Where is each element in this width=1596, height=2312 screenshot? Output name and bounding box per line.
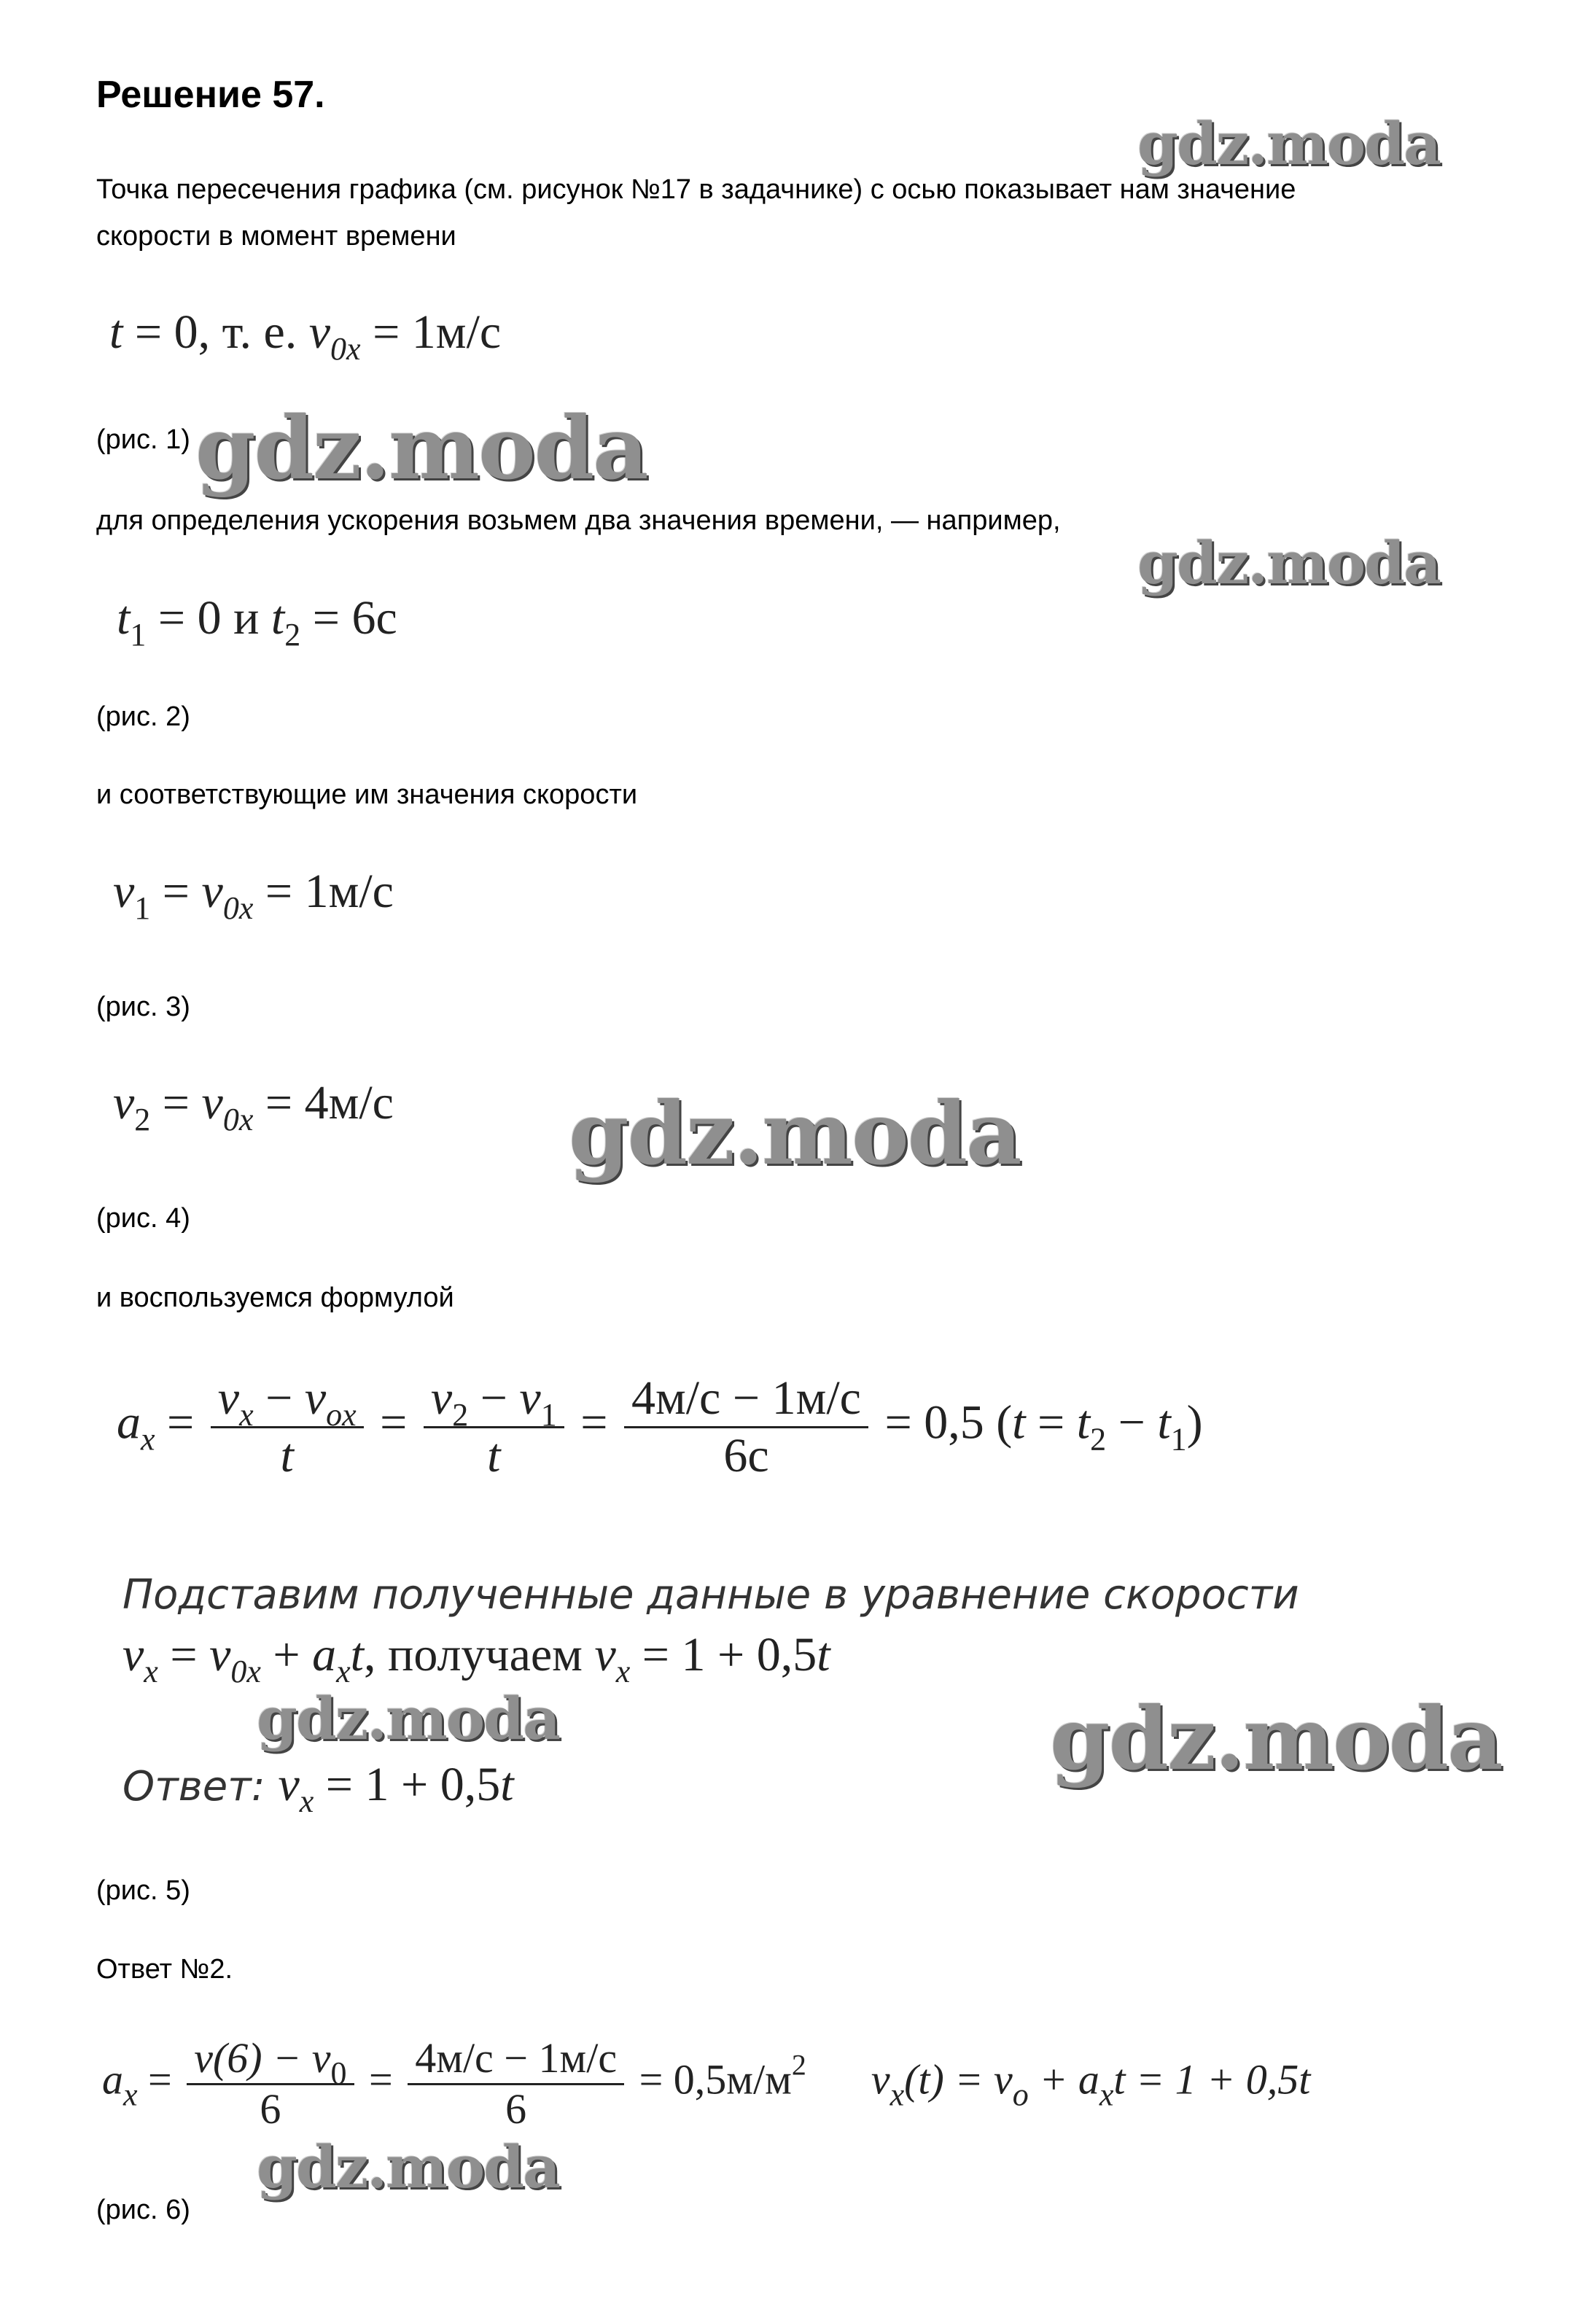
eq1-t: t [109,305,123,359]
answer-2-heading: Ответ №2. [96,1954,233,1985]
eq4-sub1: 2 [134,1102,151,1137]
answer-v: v [278,1758,300,1811]
block-v0: v [209,1628,231,1681]
eq5-eq3: = [580,1396,608,1449]
eq5-f2-sb: 1 [540,1397,557,1433]
text-use-formula: и воспользуемся формулой [96,1283,454,1313]
eq5-a-sub: x [141,1421,155,1457]
eq4-v0: v [201,1076,223,1129]
eq5-f2-minus: − [468,1371,520,1425]
eq6-f1-num: v(6) − v [194,2034,331,2082]
eq6-mid: = 0,5м/м [639,2055,792,2103]
eq6-a: a [102,2055,123,2103]
caption-2: (рис. 2) [96,701,190,732]
caption-3: (рис. 3) [96,992,190,1022]
eq6-a-sub2: x [1099,2076,1114,2113]
eq1-rhs: = 1м/с [373,305,502,359]
watermark-logo: gdz.moda [1137,109,1440,178]
block-v2: v [594,1628,616,1681]
eq6-f2-num: 4м/с − 1м/с [408,2034,624,2085]
block-t2: t [817,1628,830,1681]
eq6-f2-den: 6 [505,2085,527,2133]
block-rhs: = 1 + 0,5 [630,1628,817,1681]
eq1-sub: 0x [330,331,361,367]
eq5-f2-va: v [430,1371,453,1425]
text-time-values: для определения ускорения возьмем два значения времени, — например, [96,505,1061,536]
eq2-t1: t [117,591,131,645]
eq5-f2-sa: 2 [452,1397,469,1433]
eq5-fraction-3 [624,1371,868,1484]
eq5-fraction-1 [211,1371,364,1484]
eq5-tail-end: ) [1186,1396,1203,1449]
eq4-rhs: = 4м/с [265,1076,394,1129]
block-eq: = [157,1628,210,1681]
eq6-vt: (t) = v [904,2055,1013,2103]
block-v0-sub: 0x [230,1654,261,1689]
eq5-f3-num: 4м/с − 1м/с [624,1371,868,1428]
eq3-v0: v [201,865,223,918]
eq6-fraction-1 [187,2034,354,2133]
eq5-f2-vb: v [519,1371,541,1425]
answer-v-sub: x [299,1783,314,1819]
eq5-tail-minus: − [1106,1396,1158,1449]
eq2-mid: = 0 и [157,591,260,645]
eq1-eq: = 0, т. е. [134,305,297,359]
eq5-f3-den: 6с [723,1428,769,1482]
eq3-sub1: 1 [134,890,151,926]
caption-5: (рис. 5) [96,1875,190,1906]
block-a: a [312,1628,337,1681]
eq5-tail-t: t [1012,1396,1026,1449]
eq5-tail: = 0,5 ( [884,1396,1013,1449]
watermark-logo: gdz.moda [569,1083,1021,1184]
eq6-plus: + a [1028,2055,1099,2103]
eq5-tail-t1: t [1157,1396,1171,1449]
eq5-tail-s1: 1 [1170,1421,1187,1457]
eq5-f1-sa: x [239,1397,254,1433]
block-a-sub: x [336,1654,351,1689]
eq5-fraction-2 [424,1371,564,1484]
eq5-tail-s2: 2 [1090,1421,1107,1457]
eq4-v2: v [113,1076,135,1129]
eq6-v: v [871,2055,890,2103]
eq5-f1-sb: ox [326,1397,357,1433]
intro-line-2: скорости в момент времени [96,221,456,252]
equation-4 [113,1075,394,1137]
eq6-fraction-2 [408,2034,624,2133]
watermark-logo: gdz.moda [1050,1688,1502,1789]
block-line-1: Подставим полученные данные в уравнение скорости [122,1571,1299,1619]
text-speed-values: и соответствующие им значения скорости [96,779,638,810]
eq2-sub2: 2 [284,617,301,653]
answer-rhs: = 1 + 0,5 [314,1758,501,1811]
intro-line-1: Точка пересечения графика (см. рисунок №17 в задачнике) с осью показывает нам значение [96,174,1296,205]
block-answer [122,1757,514,1819]
eq5-f2-den: t [487,1428,501,1482]
equation-5 [117,1371,1203,1484]
watermark-logo: gdz.moda [1137,529,1440,597]
eq5-f1-den: t [280,1428,294,1482]
eq5-f1-va: v [217,1371,240,1425]
eq2-rhs: = 6с [312,591,397,645]
eq6-f1-sub: 0 [330,2055,347,2091]
equation-2 [117,591,397,653]
block-line-2 [122,1627,830,1689]
eq6-vo: o [1012,2076,1029,2113]
equation-6 [102,2034,1310,2133]
eq6-sup: 2 [791,2048,806,2082]
eq6-tail: t = 1 + 0,5t [1113,2055,1311,2103]
block-v2-sub: x [615,1654,631,1689]
eq5-a: a [117,1396,141,1449]
eq6-v-sub: x [890,2076,905,2113]
caption-1: (рис. 1) [96,424,190,455]
eq3-v1: v [113,865,135,918]
caption-6: (рис. 6) [96,2195,190,2225]
eq6-eq1: = [137,2055,183,2103]
answer-t: t [500,1758,514,1811]
eq6-a-sub: x [123,2076,138,2113]
equation-3 [113,864,394,926]
eq3-rhs: = 1м/с [265,865,394,918]
eq3-sub2: 0x [222,890,254,926]
eq1-v: v [308,305,331,359]
eq6-f1-den: 6 [260,2085,281,2133]
watermark-logo: gdz.moda [257,2133,559,2201]
eq4-eq: = [162,1076,190,1129]
watermark-logo: gdz.moda [257,1684,559,1753]
eq5-f1-minus: − [253,1371,305,1425]
eq6-eq2: = [369,2055,404,2103]
eq5-tail-eq: = [1025,1396,1077,1449]
block-t: t [350,1628,364,1681]
answer-label: Ответ: [122,1763,279,1810]
block-text: , получаем [364,1628,595,1681]
eq2-sub1: 1 [130,617,147,653]
eq2-t2: t [270,591,285,645]
eq5-f1-vb: v [304,1371,327,1425]
page-title: Решение 57. [96,74,325,116]
eq5-eq2: = [380,1396,408,1449]
equation-1 [109,305,502,367]
eq3-eq: = [162,865,190,918]
eq5-tail-t2: t [1076,1396,1091,1449]
watermark-logo: gdz.moda [195,397,647,499]
eq5-eq1: = [167,1396,195,1449]
caption-4: (рис. 4) [96,1203,190,1234]
intro-paragraph [96,166,1296,260]
block-v: v [122,1628,144,1681]
block-plus: + [260,1628,313,1681]
block-v-sub: x [144,1654,158,1689]
eq4-sub2: 0x [222,1102,254,1137]
